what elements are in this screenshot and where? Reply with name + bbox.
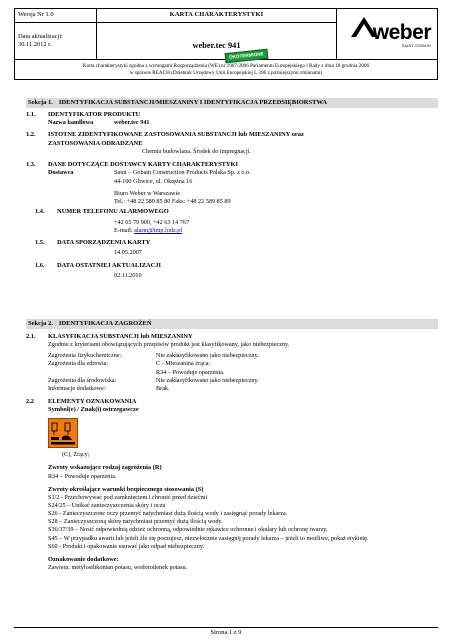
page-number: Strona 1 z 9 — [210, 629, 242, 636]
subsection-number: 1.6. — [35, 261, 45, 269]
email-line — [114, 227, 438, 235]
health-row — [48, 360, 438, 368]
use-description: Chemia budowlana. Środek do impregnacji. — [142, 148, 251, 156]
office-line: Biuro Weber w Warszawie — [114, 189, 180, 197]
trade-name-label: Nazwa handlowa — [48, 119, 94, 127]
subsection-title: ELEMENTY OZNAKOWANIA — [48, 397, 137, 405]
s-phrases-title: Zwroty określające warunki bezpiecznego stosowania (S) — [48, 485, 204, 493]
extra-labeling-title: Oznakowanie dodatkowe: — [48, 555, 119, 563]
trade-name-value: weber.tec 941 — [114, 119, 150, 127]
info-row — [48, 385, 438, 393]
classification-table — [26, 352, 438, 392]
env-row — [48, 377, 438, 385]
subsection-1-6 — [26, 262, 438, 270]
phys-value: Nie zaklasyfikowano jako niebezpieczny. — [156, 352, 259, 360]
subsection-title: ISTOTNE ZIDENTYFIKOWANE ZASTOSOWANIA SUBSTANCJI lub MIESZANINY oraz — [48, 131, 304, 139]
subsection-number: 1.3. — [26, 161, 36, 169]
subsection-number: 2.1. — [26, 333, 36, 340]
s-phrase: S36/37/39 – Nosić odpowiednią odzież ochronną, odpowiednie rękawice ochronne i okulary lub ochronę twarzy. — [48, 526, 328, 534]
supplier-line: 44-100 Gliwice, ul. Okrężna 16 — [114, 177, 193, 185]
extra-labeling-value: Zawiera: metylosilikonian potasu, wodorotlenek potasu. — [48, 563, 188, 571]
s-phrase: S60 - Produkt i opakowanie usuwać jako odpad niebezpieczny. — [48, 542, 205, 550]
update-label: Data aktualizacji: — [18, 32, 63, 40]
logo-cell — [337, 9, 438, 60]
health-value: C - Mieszanina żrąca: — [156, 360, 211, 368]
phys-label: Zagrożenia fizykochemiczne: — [48, 352, 122, 360]
subsection-number: 1.1. — [26, 111, 36, 118]
info-label: Informacje dodatkowe: — [48, 384, 106, 392]
section-2-header — [26, 319, 438, 329]
section-1-header — [26, 98, 438, 108]
creation-date: 14.05.2007 — [114, 249, 142, 257]
subsection-title-cont: ZASTOSOWANIA ODRADZANE — [48, 139, 143, 147]
subsection-2-1 — [26, 333, 438, 341]
subsection-1-4 — [26, 208, 438, 216]
symbol-title: Symbol(e) / Znak(i) ostrzegawcze — [48, 406, 139, 414]
subsection-title: NUMER TELEFONU ALARMOWEGO — [57, 207, 169, 215]
supplier-line: Saint – Gobain Construction Products Polska Sp. z o.o. — [114, 169, 251, 177]
trade-name-row — [26, 119, 438, 127]
subsection-title: IDENTYFIKATOR PRODUKTU — [48, 111, 141, 118]
supplier-label: Dostawca — [48, 169, 74, 177]
subsection-title: DATA SPORZĄDZENIA KARTY — [57, 239, 151, 247]
subsection-2-2 — [26, 398, 438, 406]
document-type: KARTA CHARAKTERYSTYKI — [97, 9, 337, 23]
update-cell — [15, 23, 97, 60]
office-line: Tel.: +48 22 589 85 80 Faks: +48 22 589 85 89 — [114, 197, 231, 205]
info-value: Brak. — [156, 384, 170, 392]
section-1-title: IDENTYFIKACJA SUBSTANCJI/MIESZANINY I IDENTYFIKACJA PRZEDSIĘBIORSTWA — [58, 99, 327, 106]
hazard-symbol-block — [26, 414, 438, 459]
env-value: Nie zaklasyfikowano jako niebezpieczny. — [156, 376, 259, 384]
subsection-1-1 — [26, 111, 438, 119]
document-header — [14, 8, 438, 96]
email-link[interactable]: alarm@imp.lodz.pl — [134, 227, 183, 235]
regulation-line-2: w sprawie REACH (Dziennik Urzędowy Unii Europejskiej L 396 z późniejszymi zmianami) — [129, 69, 323, 76]
page-footer — [14, 627, 438, 637]
email-label: E-mail: — [114, 227, 135, 235]
section-2-number: Sekcja 2. — [28, 320, 53, 327]
health-row-2 — [48, 369, 438, 377]
subsection-number: 1.4. — [35, 207, 45, 215]
regulation-line-1: Karta charakterystyki zgodna z wymogami Rozporządzenia (WE) nr 1907/2006 Parlamentu Europejskiego i Rady z dnia 18 grudnia 2006 — [82, 63, 370, 69]
section-1-body — [26, 111, 438, 280]
s-phrase: S28 – Zanieczyszczoną skórę natychmiast przemyć dużą ilością wody. — [48, 518, 223, 526]
s-phrase: S24/25 – Unikać zanieczyszczenia skóry i oczu — [48, 502, 166, 510]
update-date: 30.11.2012 r. — [18, 41, 52, 49]
subsection-title: DATA OSTATNIEJ AKTUALIZACJI — [57, 261, 161, 269]
subsection-number: 2.2 — [26, 397, 34, 405]
supplier-address — [114, 169, 251, 205]
subsection-1-5 — [26, 239, 438, 247]
subsection-1-2 — [26, 131, 438, 139]
r-phrases-title: Zwroty wskazujące rodzaj zagrożenia (R) — [48, 464, 162, 472]
section-2-body — [26, 333, 438, 572]
health-label: Zagrożenia dla zdrowia: — [48, 360, 109, 368]
logo-subtext: SAINT-GOBAIN — [401, 44, 431, 48]
logo-wordmark: weber — [372, 21, 431, 44]
section-2-title: IDENTYFIKACJA ZAGROŻEŃ — [58, 320, 152, 327]
corrosive-hazard-icon — [48, 418, 78, 448]
s-phrase: S1/2 - Przechowywać pod zamknięciem i chronić przed dziećmi — [48, 494, 208, 502]
last-update-date: 02.11.2010 — [114, 271, 142, 279]
version-label: Wersja Nr 1.0 — [15, 9, 97, 23]
health-value-2: R34 – Powoduje oparzenia. — [156, 368, 225, 376]
emergency-contact — [26, 219, 438, 235]
env-label: Zagrożenia dla środowiska: — [48, 376, 117, 384]
subsection-title: DANE DOTYCZĄCE DOSTAWCY KARTY CHARAKTERYSTYKI — [48, 161, 238, 169]
subsection-1-3 — [26, 161, 438, 169]
emergency-phone: +42 65 79 900, +42 63 14 767 — [114, 219, 190, 227]
weber-logo — [337, 9, 437, 59]
subsection-number: 1.2. — [26, 131, 36, 139]
phys-row — [48, 352, 438, 360]
r-phrase: R34 – Powoduje oparzenia. — [48, 472, 117, 480]
supplier-row — [26, 169, 438, 205]
s-phrase: S26 - Zanieczyszczone oczy przemyć natychmiast dużą ilością wody i zasięgnąć porady lekarza. — [48, 510, 288, 518]
subsection-title: KLASYFIKACJA SUBSTANCJI lub MIESZANINY — [48, 333, 193, 340]
empty-label — [48, 369, 156, 377]
s-phrases-list — [26, 494, 438, 550]
product-cell — [97, 23, 337, 60]
s-phrase: S45 – W przypadku awarii lub jeżeli źle się poczujesz, niezwłocznie zasięgnij porady lekarza – jeżeli to możliwe, pokaż etykietę. — [48, 534, 369, 542]
eco-badge: ÖKOTERMIONE — [225, 49, 269, 63]
symbol-caption: (C), Żrący; — [62, 451, 90, 459]
subsection-number: 1.5. — [35, 239, 45, 247]
product-name: weber.tec 941 — [192, 40, 241, 50]
classification-intro: Zgodnie z kryteriami obowiązujących przepisów produkt jest klasyfikowany, jako niebezpieczny. — [48, 341, 290, 349]
section-1-number: Sekcja 1. — [28, 99, 53, 106]
